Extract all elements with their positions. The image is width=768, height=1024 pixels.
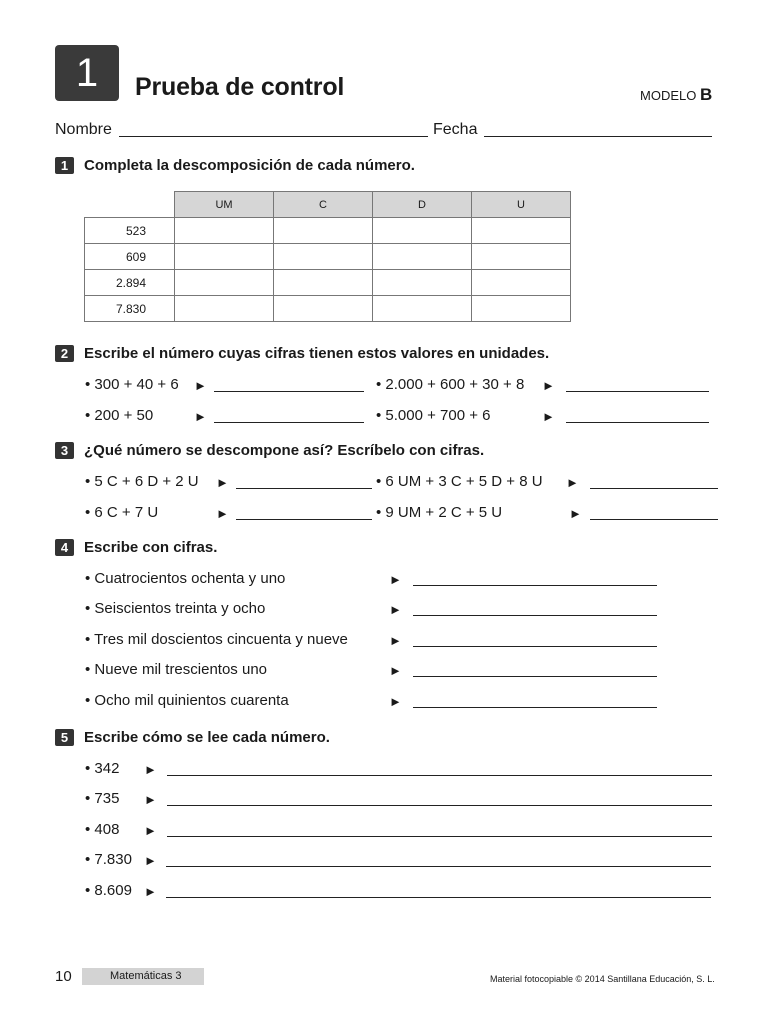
q4-item: • Tres mil doscientos cincuenta y nueve <box>85 631 348 648</box>
question-text-4: Escribe con cifras. <box>84 539 218 556</box>
answer-line[interactable] <box>413 615 657 616</box>
arrow-icon: ► <box>389 663 402 678</box>
table-row <box>85 270 571 296</box>
question-number-2: 2 <box>55 345 74 362</box>
answer-line[interactable] <box>590 488 718 489</box>
row-number: 523 <box>85 218 175 244</box>
answer-line[interactable] <box>214 422 364 423</box>
arrow-icon: ► <box>144 853 157 868</box>
question-number-3: 3 <box>55 442 74 459</box>
row-number: 7.830 <box>85 296 175 322</box>
answer-cell[interactable] <box>472 296 571 322</box>
model-indicator <box>640 85 712 105</box>
answer-cell[interactable] <box>175 270 274 296</box>
date-label: Fecha <box>433 121 478 138</box>
answer-line[interactable] <box>167 775 712 776</box>
answer-line[interactable] <box>167 836 712 837</box>
copyright-notice: Material fotocopiable © 2014 Santillana Educación, S. L. <box>490 974 715 984</box>
arrow-icon: ► <box>569 506 582 521</box>
question-text-3: ¿Qué número se descompone así? Escríbelo con cifras. <box>84 442 485 459</box>
arrow-icon: ► <box>542 409 555 424</box>
answer-cell[interactable] <box>373 270 472 296</box>
q5-item: • 408 <box>85 821 120 838</box>
answer-line[interactable] <box>166 866 711 867</box>
q3-item: • 6 UM + 3 C + 5 D + 8 U <box>376 473 543 490</box>
arrow-icon: ► <box>389 633 402 648</box>
answer-line[interactable] <box>236 519 372 520</box>
row-number: 609 <box>85 244 175 270</box>
model-letter: B <box>699 85 713 104</box>
date-field[interactable] <box>484 136 712 137</box>
question-text-1: Completa la descomposición de cada número. <box>84 157 415 174</box>
subject-tag: Matemáticas 3 <box>82 968 204 985</box>
arrow-icon: ► <box>144 792 157 807</box>
name-field[interactable] <box>119 136 428 137</box>
answer-line[interactable] <box>413 646 657 647</box>
answer-cell[interactable] <box>274 270 373 296</box>
q5-item: • 735 <box>85 790 120 807</box>
answer-line[interactable] <box>413 676 657 677</box>
table-row <box>85 244 571 270</box>
row-number: 2.894 <box>85 270 175 296</box>
arrow-icon: ► <box>389 572 402 587</box>
arrow-icon: ► <box>216 506 229 521</box>
q2-item: • 2.000 + 600 + 30 + 8 <box>376 376 525 393</box>
answer-line[interactable] <box>214 391 364 392</box>
answer-cell[interactable] <box>373 218 472 244</box>
answer-cell[interactable] <box>274 218 373 244</box>
column-header: U <box>472 192 571 218</box>
arrow-icon: ► <box>144 762 157 777</box>
name-label: Nombre <box>55 121 112 138</box>
answer-cell[interactable] <box>472 244 571 270</box>
answer-cell[interactable] <box>175 244 274 270</box>
answer-line[interactable] <box>590 519 718 520</box>
q3-item: • 5 C + 6 D + 2 U <box>85 473 199 490</box>
answer-cell[interactable] <box>274 296 373 322</box>
q5-item: • 7.830 <box>85 851 132 868</box>
table-row <box>85 296 571 322</box>
question-number-1: 1 <box>55 157 74 174</box>
q3-item: • 6 C + 7 U <box>85 504 159 521</box>
q4-item: • Nueve mil trescientos uno <box>85 661 267 678</box>
answer-cell[interactable] <box>472 218 571 244</box>
arrow-icon: ► <box>144 884 157 899</box>
q2-item: • 300 + 40 + 6 <box>85 376 179 393</box>
table-row <box>85 218 571 244</box>
arrow-icon: ► <box>144 823 157 838</box>
answer-cell[interactable] <box>472 270 571 296</box>
column-header: C <box>274 192 373 218</box>
q4-item: • Seiscientos treinta y ocho <box>85 600 266 617</box>
q4-item: • Ocho mil quinientos cuarenta <box>85 692 289 709</box>
answer-line[interactable] <box>413 585 657 586</box>
answer-line[interactable] <box>167 805 712 806</box>
decomposition-table <box>84 191 571 322</box>
question-number-4: 4 <box>55 539 74 556</box>
column-header: UM <box>175 192 274 218</box>
answer-cell[interactable] <box>175 296 274 322</box>
answer-line[interactable] <box>566 422 709 423</box>
answer-cell[interactable] <box>373 296 472 322</box>
question-text-5: Escribe cómo se lee cada número. <box>84 729 330 746</box>
q3-item: • 9 UM + 2 C + 5 U <box>376 504 503 521</box>
arrow-icon: ► <box>194 409 207 424</box>
answer-cell[interactable] <box>274 244 373 270</box>
q2-item: • 5.000 + 700 + 6 <box>376 407 491 424</box>
arrow-icon: ► <box>542 378 555 393</box>
question-text-2: Escribe el número cuyas cifras tienen estos valores en unidades. <box>84 345 550 362</box>
column-header: D <box>373 192 472 218</box>
answer-line[interactable] <box>566 391 709 392</box>
model-label: MODELO <box>640 88 697 103</box>
q5-item: • 8.609 <box>85 882 132 899</box>
q4-item: • Cuatrocientos ochenta y uno <box>85 570 286 587</box>
arrow-icon: ► <box>566 475 579 490</box>
unit-number-badge: 1 <box>55 45 119 101</box>
answer-line[interactable] <box>236 488 372 489</box>
q2-item: • 200 + 50 <box>85 407 154 424</box>
table-header-row <box>85 192 571 218</box>
arrow-icon: ► <box>389 694 402 709</box>
arrow-icon: ► <box>389 602 402 617</box>
arrow-icon: ► <box>216 475 229 490</box>
page-number: 10 <box>55 968 72 985</box>
answer-cell[interactable] <box>373 244 472 270</box>
answer-line[interactable] <box>166 897 711 898</box>
question-number-5: 5 <box>55 729 74 746</box>
page-title: Prueba de control <box>135 73 345 101</box>
arrow-icon: ► <box>194 378 207 393</box>
q5-item: • 342 <box>85 760 120 777</box>
answer-line[interactable] <box>413 707 657 708</box>
answer-cell[interactable] <box>175 218 274 244</box>
table-corner <box>85 192 175 218</box>
